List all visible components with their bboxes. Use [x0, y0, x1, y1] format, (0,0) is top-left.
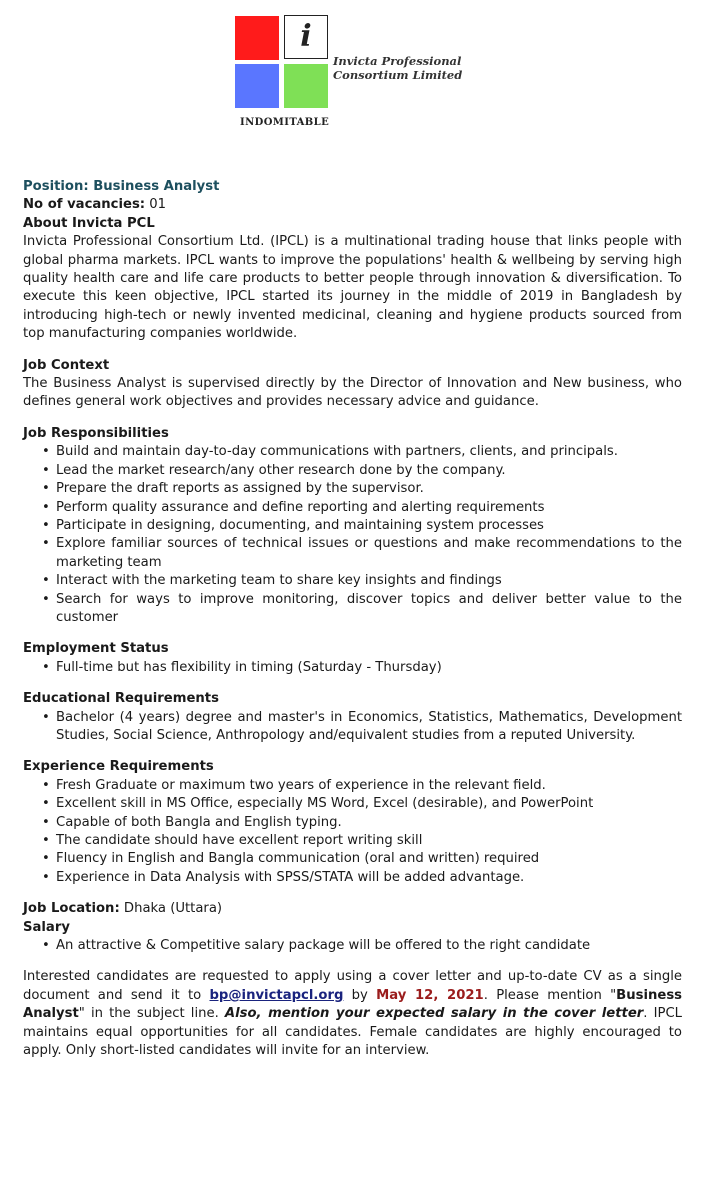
employment-status-list: [23, 659, 682, 677]
apply-text: " in the subject line.: [78, 1006, 225, 1022]
list-item: • Search for ways to improve monitoring, discover topics and deliver better value to the customer: [23, 591, 682, 628]
logo-blue-square: [235, 64, 279, 108]
application-deadline: May 12, 2021: [376, 987, 484, 1003]
job-location-value: Dhaka (Uttara): [119, 901, 223, 917]
apply-text: by: [343, 987, 377, 1003]
list-item: • Bachelor (4 years) degree and master's in Economics, Statistics, Mathematics, Development Studies, Social Science, Anthropology and/equivalent studies from a reputed University.: [23, 709, 682, 746]
application-instructions: [23, 968, 682, 1060]
list-item: • The candidate should have excellent report writing skill: [23, 832, 682, 850]
vacancies-label: No of vacancies:: [23, 197, 146, 213]
list-item: • Participate in designing, documenting, and maintaining system processes: [23, 517, 682, 535]
logo-red-square: [235, 16, 279, 60]
experience-heading: Experience Requirements: [23, 759, 214, 775]
list-item: • Interact with the marketing team to share key insights and findings: [23, 572, 682, 590]
info-i-icon: i: [284, 15, 328, 59]
list-item: • An attractive & Competitive salary package will be offered to the right candidate: [23, 937, 682, 955]
about-text: Invicta Professional Consortium Ltd. (IPCL) is a multinational trading house that links people with global pharma markets. IPCL wants to improve the populations' health & wellbeing by serving high quality health care and life care products to better people through innovation & diversification. To execute this keen objective, IPCL started its journey in the middle of 2019 in Bangladesh by introducing high-tech or newly invented medicinal, cleaning and hygiene products sourced from top manufacturing companies worldwide.: [23, 234, 682, 342]
apply-email-link[interactable]: bp@invictapcl.org: [209, 987, 344, 1003]
about-heading: About Invicta PCL: [23, 215, 155, 231]
logo-green-square: [284, 64, 328, 108]
salary-heading: Salary: [23, 919, 70, 935]
list-item: • Fresh Graduate or maximum two years of experience in the relevant field.: [23, 777, 682, 795]
education-heading: Educational Requirements: [23, 691, 219, 707]
job-context-heading: Job Context: [23, 357, 110, 373]
company-logo: [0, 0, 704, 150]
company-name: [333, 54, 462, 82]
responsibilities-list: [23, 443, 682, 627]
company-name-line-2: Consortium Limited: [333, 68, 463, 82]
job-context-text: The Business Analyst is supervised directly by the Director of Innovation and New business, who defines general work objectives and provides necessary advice and guidance.: [23, 376, 682, 410]
experience-list: [23, 777, 682, 887]
position-title: Position: Business Analyst: [23, 179, 220, 194]
list-item: • Explore familiar sources of technical issues or questions and make recommendations to the marketing team: [23, 535, 682, 572]
job-posting: [23, 178, 682, 1073]
list-item: • Capable of both Bangla and English typing.: [23, 814, 682, 832]
logo-tagline: INDOMITABLE: [240, 117, 330, 128]
apply-text: . Please mention ": [483, 987, 617, 1003]
list-item: • Full-time but has flexibility in timing (Saturday - Thursday): [23, 659, 682, 677]
salary-note: Also, mention your expected salary in the cover letter: [224, 1006, 644, 1022]
list-item: • Fluency in English and Bangla communication (oral and written) required: [23, 850, 682, 868]
list-item: • Excellent skill in MS Office, especially MS Word, Excel (desirable), and PowerPoint: [23, 795, 682, 813]
apply-text: Interested candidates are requested to apply using a cover letter and up-to-date CV as a single document and send it to: [23, 969, 682, 1003]
vacancies-value: 01: [145, 197, 167, 213]
apply-text: . IPCL maintains equal opportunities for all candidates. Female candidates are highly encouraged to apply. Only short-listed candidates will invite for an interview.: [23, 1006, 682, 1059]
subject-line-title: Business Analyst: [23, 987, 683, 1022]
company-name-line-1: Invicta Professional: [333, 54, 462, 68]
vacancies-line: [23, 196, 682, 214]
salary-list: [23, 937, 682, 955]
employment-status-heading: Employment Status: [23, 641, 169, 657]
list-item: • Lead the market research/any other research done by the company.: [23, 462, 682, 480]
job-location-label: Job Location:: [23, 901, 120, 917]
list-item: • Build and maintain day-to-day communications with partners, clients, and principals.: [23, 443, 682, 461]
list-item: • Perform quality assurance and define reporting and alerting requirements: [23, 499, 682, 517]
list-item: • Prepare the draft reports as assigned by the supervisor.: [23, 480, 682, 498]
responsibilities-heading: Job Responsibilities: [23, 425, 169, 441]
job-location-line: [23, 900, 682, 918]
education-list: [23, 709, 682, 746]
list-item: • Experience in Data Analysis with SPSS/STATA will be added advantage.: [23, 869, 682, 887]
